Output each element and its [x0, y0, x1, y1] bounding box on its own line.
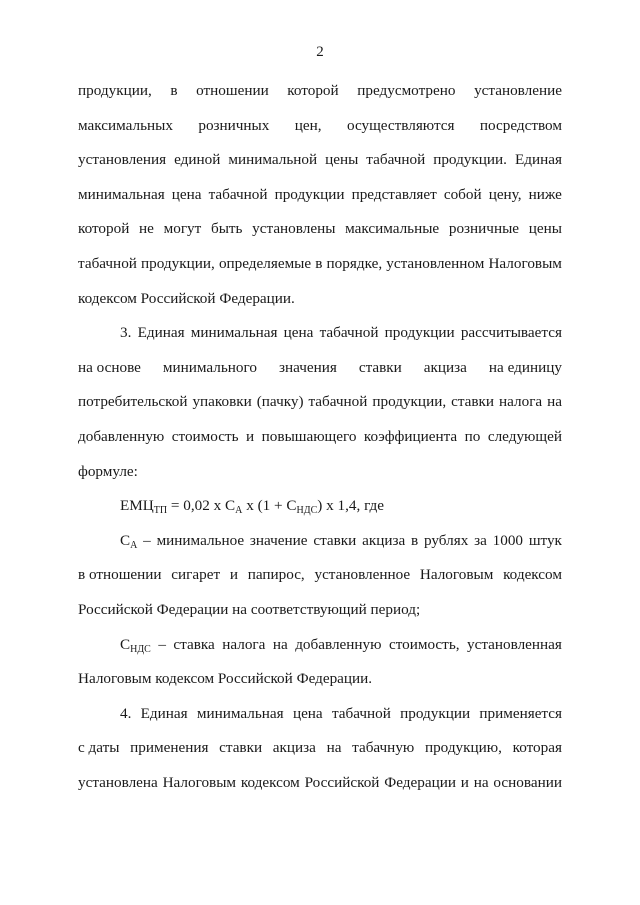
word: на — [326, 739, 342, 757]
word: 4. — [120, 704, 132, 722]
word: табачной — [308, 393, 368, 411]
word: табачной — [331, 704, 391, 722]
word: кодексом — [503, 566, 562, 584]
formula: $ЕМЦ_{ТП} = 0,02$ x $С_А$ x $(1 + С_{НДС})$ x 1,4, где — [120, 497, 385, 517]
word: табачной — [208, 185, 268, 203]
word: потребительской — [78, 393, 188, 411]
word: установленное — [314, 566, 411, 584]
word: сигарет — [171, 566, 221, 584]
word: добавленную — [78, 427, 165, 445]
word: розничные — [448, 220, 520, 238]
word: продукции — [400, 704, 471, 722]
word: рублях — [424, 531, 469, 549]
word: Единая — [137, 324, 185, 342]
word: рассчитывается — [460, 324, 562, 342]
text-line: формуле: — [78, 462, 138, 480]
word: отношении — [196, 82, 269, 99]
word: на единицу — [488, 358, 562, 376]
word: определяемые — [218, 254, 312, 272]
word: налога — [499, 393, 543, 411]
text-line — [78, 184, 562, 219]
word: продукции, — [78, 82, 152, 99]
word: Федерации — [384, 773, 456, 791]
word: акциза — [362, 531, 406, 549]
word: розничных — [198, 116, 270, 134]
word: минимальной — [228, 151, 318, 169]
paragraph-3-start — [78, 322, 562, 357]
word: ставка — [173, 635, 215, 653]
paragraph-4-start — [78, 703, 562, 738]
word: цены — [325, 151, 359, 169]
word: табачную — [352, 739, 415, 757]
word: минимальная — [190, 324, 278, 342]
word: собой — [443, 185, 482, 203]
text-line — [78, 426, 562, 461]
word: минимального — [162, 358, 257, 376]
word: табачной — [78, 254, 137, 272]
word: следующей — [487, 427, 562, 445]
word: стоимость, — [388, 635, 460, 653]
word: установлена — [78, 773, 158, 791]
word: акциза — [272, 739, 316, 757]
word: Налоговым — [488, 254, 562, 272]
word: табачной — [366, 151, 426, 169]
text-line: Налоговым кодексом Российской Федерации. — [78, 670, 373, 688]
word: – — [158, 635, 166, 653]
word: Единая — [140, 704, 188, 722]
word: установленном — [386, 254, 485, 272]
text-line — [78, 149, 562, 184]
word: – — [143, 531, 151, 549]
word: продукции. — [433, 151, 507, 169]
word: цена — [283, 324, 314, 342]
text-line — [78, 218, 562, 253]
word: быть — [210, 220, 243, 238]
word: продукции, — [141, 254, 215, 272]
word: кодексом — [240, 773, 300, 791]
word: единой — [174, 151, 221, 169]
word: применения — [130, 739, 209, 757]
word: 1000 — [492, 531, 524, 549]
word: на — [547, 393, 562, 411]
text-line — [78, 80, 562, 115]
word: которой — [287, 82, 339, 99]
word: по — [464, 427, 481, 445]
word: установлены — [252, 220, 336, 238]
definition-ca — [78, 530, 562, 565]
symbol-ca: СА — [120, 531, 138, 551]
word: в — [315, 254, 323, 272]
word: Налоговым — [162, 773, 237, 791]
word: в — [411, 531, 419, 549]
word: в — [170, 82, 178, 99]
word: акциза — [423, 358, 467, 376]
word: минимальное — [156, 531, 245, 549]
word: могут — [163, 220, 202, 238]
word: ставки — [219, 739, 263, 757]
word: за — [474, 531, 487, 549]
word: коэффициента — [363, 427, 458, 445]
text-line — [78, 391, 562, 426]
word: табачной — [319, 324, 379, 342]
word: минимальная — [78, 185, 165, 203]
word: которой — [78, 220, 130, 238]
word: на — [272, 635, 288, 653]
word: Налоговым — [419, 566, 494, 584]
word: на основе — [78, 358, 141, 376]
word: папирос, — [247, 566, 305, 584]
word: цена — [292, 704, 323, 722]
word: продукции, — [372, 393, 447, 411]
word: минимальная — [196, 704, 284, 722]
word: продукции — [274, 185, 345, 203]
word: цену, — [488, 185, 522, 203]
word: с даты — [78, 739, 120, 757]
symbol-cnds: СНДС — [120, 635, 151, 655]
word: ставки — [313, 531, 357, 549]
word: упаковки — [192, 393, 252, 411]
word: значение — [249, 531, 308, 549]
word: установления — [78, 151, 167, 169]
word: представляет — [351, 185, 437, 203]
word: штук — [528, 531, 562, 549]
text-line: кодексом Российской Федерации. — [78, 289, 295, 307]
word: и — [460, 773, 469, 791]
word: ниже — [528, 185, 562, 203]
word: применяется — [479, 704, 562, 722]
word: основании — [493, 773, 562, 791]
word: в отношении — [78, 566, 162, 584]
text-line — [78, 564, 562, 599]
word: продукцию, — [424, 739, 502, 757]
word: посредством — [479, 116, 562, 134]
text-line: Российской Федерации на соответствующий период; — [78, 600, 421, 618]
word: установление — [474, 82, 562, 99]
word: 3. — [120, 324, 132, 342]
text-line — [78, 357, 562, 392]
document-body — [78, 80, 562, 806]
word: максимальные — [345, 220, 440, 238]
word: значения — [278, 358, 337, 376]
word: продукции — [384, 324, 455, 342]
word: цена — [171, 185, 202, 203]
word: и — [246, 427, 255, 445]
word: не — [139, 220, 154, 238]
word: порядке, — [326, 254, 383, 272]
word: на — [473, 773, 489, 791]
word: установленная — [467, 635, 562, 653]
definition-cnds — [78, 634, 562, 669]
word: Единая — [514, 151, 562, 169]
word: добавленную — [295, 635, 382, 653]
text-line — [78, 737, 562, 772]
word: ставки — [451, 393, 495, 411]
text-line — [78, 772, 562, 807]
text-line — [78, 115, 562, 150]
page-number: 2 — [316, 44, 324, 60]
word: ставки — [358, 358, 402, 376]
word: Российской — [304, 773, 380, 791]
word: осуществляются — [346, 116, 455, 134]
word: которая — [512, 739, 562, 757]
text-line — [78, 253, 562, 288]
word: предусмотрено — [357, 82, 456, 99]
word: налога — [222, 635, 266, 653]
word: и — [229, 566, 238, 584]
word: цен, — [294, 116, 322, 134]
word: стоимость — [171, 427, 239, 445]
word: максимальных — [78, 116, 173, 134]
word: цены — [528, 220, 562, 238]
word: (пачку) — [256, 393, 304, 411]
word: повышающего — [261, 427, 357, 445]
